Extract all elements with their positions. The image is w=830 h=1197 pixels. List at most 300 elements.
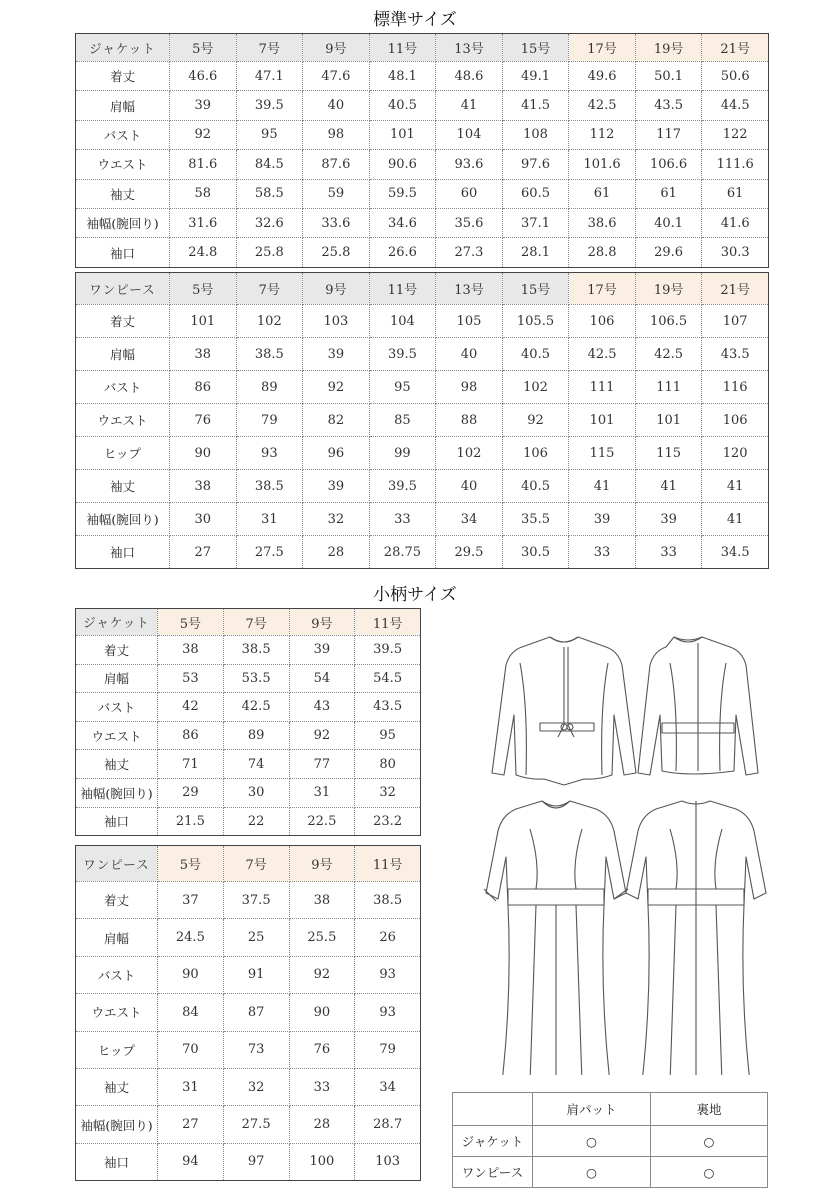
- options-row: [453, 1126, 768, 1157]
- measurement-value: 89: [223, 721, 289, 750]
- measurement-value: 38.5: [236, 470, 303, 503]
- measurement-value: 46.6: [170, 62, 237, 91]
- table-category-label: ワンピース: [76, 273, 170, 305]
- measurement-value: 31: [289, 778, 355, 807]
- measurement-label: 肩幅: [76, 664, 158, 693]
- measurement-value: 38: [170, 470, 237, 503]
- standard-size-title: 標準サイズ: [373, 10, 457, 30]
- measurement-value: 77: [289, 750, 355, 779]
- onepiece-front-drawing: [484, 801, 628, 1075]
- measurement-value: 61: [702, 179, 769, 208]
- options-mark-cell: ○: [651, 1157, 768, 1188]
- measurement-label: ヒップ: [76, 437, 170, 470]
- measurement-value: 38.5: [236, 338, 303, 371]
- measurement-label: 袖幅(腕回り): [76, 208, 170, 237]
- measurement-label: 肩幅: [76, 338, 170, 371]
- measurement-value: 106: [569, 305, 636, 338]
- measurement-value: 34: [436, 503, 503, 536]
- size-header-cell: 7号: [236, 273, 303, 305]
- measurement-value: 90.6: [369, 150, 436, 179]
- table-row: [76, 120, 769, 149]
- measurement-value: 111: [569, 371, 636, 404]
- measurement-value: 111.6: [702, 150, 769, 179]
- measurement-value: 38: [289, 882, 355, 919]
- onepiece-back-drawing: [626, 801, 766, 1075]
- measurement-value: 49.1: [502, 62, 569, 91]
- measurement-value: 84.5: [236, 150, 303, 179]
- size-header-cell: 9号: [289, 609, 355, 636]
- measurement-value: 33: [635, 536, 702, 569]
- measurement-value: 35.5: [502, 503, 569, 536]
- options-mark-cell: ○: [533, 1157, 651, 1188]
- measurement-value: 39.5: [355, 636, 421, 665]
- table-row: [76, 693, 421, 722]
- measurement-value: 89: [236, 371, 303, 404]
- measurement-value: 101: [369, 120, 436, 149]
- table-category-label: ワンピース: [76, 846, 158, 882]
- measurement-value: 41: [702, 470, 769, 503]
- measurement-value: 34.6: [369, 208, 436, 237]
- measurement-value: 96: [303, 437, 370, 470]
- measurement-value: 59: [303, 179, 370, 208]
- jacket-back-drawing: [638, 637, 758, 775]
- measurement-value: 50.1: [635, 62, 702, 91]
- measurement-value: 76: [289, 1031, 355, 1068]
- measurement-value: 115: [569, 437, 636, 470]
- measurement-value: 105.5: [502, 305, 569, 338]
- measurement-label: 袖丈: [76, 179, 170, 208]
- measurement-value: 86: [170, 371, 237, 404]
- measurement-value: 115: [635, 437, 702, 470]
- small-jacket-size-table: [75, 608, 421, 836]
- measurement-value: 86: [158, 721, 224, 750]
- measurement-value: 41: [569, 470, 636, 503]
- measurement-value: 92: [502, 404, 569, 437]
- measurement-value: 22: [223, 807, 289, 836]
- table-row: [76, 179, 769, 208]
- measurement-label: ウエスト: [76, 994, 158, 1031]
- measurement-label: ウエスト: [76, 150, 170, 179]
- table-row: [76, 305, 769, 338]
- measurement-value: 41: [436, 91, 503, 120]
- measurement-value: 38.5: [355, 882, 421, 919]
- measurement-value: 41: [635, 470, 702, 503]
- measurement-value: 31.6: [170, 208, 237, 237]
- measurement-value: 87: [223, 994, 289, 1031]
- measurement-label: 袖幅(腕回り): [76, 503, 170, 536]
- measurement-label: 肩幅: [76, 919, 158, 956]
- measurement-value: 39: [635, 503, 702, 536]
- size-header-row: [76, 273, 769, 305]
- measurement-value: 28.7: [355, 1106, 421, 1143]
- measurement-value: 107: [702, 305, 769, 338]
- measurement-value: 79: [236, 404, 303, 437]
- measurement-value: 104: [436, 120, 503, 149]
- measurement-value: 43.5: [355, 693, 421, 722]
- options-corner-cell: [453, 1093, 533, 1126]
- measurement-value: 28.75: [369, 536, 436, 569]
- measurement-value: 117: [635, 120, 702, 149]
- measurement-value: 54.5: [355, 664, 421, 693]
- measurement-value: 40.1: [635, 208, 702, 237]
- measurement-value: 116: [702, 371, 769, 404]
- measurement-value: 111: [635, 371, 702, 404]
- measurement-value: 39: [303, 470, 370, 503]
- measurement-value: 97.6: [502, 150, 569, 179]
- measurement-value: 25.8: [236, 238, 303, 267]
- measurement-value: 43.5: [635, 91, 702, 120]
- measurement-value: 106.5: [635, 305, 702, 338]
- measurement-label: バスト: [76, 371, 170, 404]
- measurement-value: 34: [355, 1068, 421, 1105]
- measurement-label: バスト: [76, 956, 158, 993]
- measurement-value: 92: [289, 956, 355, 993]
- measurement-label: 着丈: [76, 882, 158, 919]
- measurement-value: 27.3: [436, 238, 503, 267]
- size-header-cell: 19号: [635, 34, 702, 62]
- measurement-value: 27.5: [236, 536, 303, 569]
- table-row: [76, 150, 769, 179]
- measurement-value: 73: [223, 1031, 289, 1068]
- table-row: [76, 750, 421, 779]
- measurement-value: 48.1: [369, 62, 436, 91]
- measurement-value: 28.1: [502, 238, 569, 267]
- measurement-value: 53: [158, 664, 224, 693]
- measurement-value: 41.6: [702, 208, 769, 237]
- measurement-value: 32: [223, 1068, 289, 1105]
- measurement-label: 袖口: [76, 807, 158, 836]
- measurement-value: 61: [569, 179, 636, 208]
- measurement-value: 98: [303, 120, 370, 149]
- measurement-value: 85: [369, 404, 436, 437]
- measurement-label: 袖丈: [76, 750, 158, 779]
- size-header-cell: 5号: [158, 846, 224, 882]
- table-row: [76, 1068, 421, 1105]
- measurement-value: 27: [158, 1106, 224, 1143]
- measurement-value: 25: [223, 919, 289, 956]
- measurement-value: 103: [303, 305, 370, 338]
- measurement-value: 106: [702, 404, 769, 437]
- measurement-label: 着丈: [76, 62, 170, 91]
- measurement-value: 70: [158, 1031, 224, 1068]
- table-row: [76, 437, 769, 470]
- measurement-value: 22.5: [289, 807, 355, 836]
- measurement-value: 33: [369, 503, 436, 536]
- measurement-value: 31: [236, 503, 303, 536]
- table-row: [76, 404, 769, 437]
- measurement-value: 48.6: [436, 62, 503, 91]
- size-header-cell: 15号: [502, 34, 569, 62]
- size-header-row: [76, 609, 421, 636]
- size-header-cell: 17号: [569, 34, 636, 62]
- measurement-value: 25.8: [303, 238, 370, 267]
- table-row: [76, 721, 421, 750]
- measurement-value: 95: [369, 371, 436, 404]
- standard-onepiece-size-table: [75, 272, 769, 569]
- measurement-value: 34.5: [702, 536, 769, 569]
- measurement-value: 38: [170, 338, 237, 371]
- size-header-cell: 13号: [436, 34, 503, 62]
- table-category-label: ジャケット: [76, 609, 158, 636]
- measurement-value: 40: [436, 338, 503, 371]
- measurement-value: 33: [289, 1068, 355, 1105]
- table-row: [76, 62, 769, 91]
- table-row: [76, 882, 421, 919]
- measurement-label: 袖幅(腕回り): [76, 1106, 158, 1143]
- size-header-cell: 21号: [702, 273, 769, 305]
- measurement-value: 24.8: [170, 238, 237, 267]
- measurement-value: 105: [436, 305, 503, 338]
- table-row: [76, 470, 769, 503]
- small-onepiece-size-table: [75, 845, 421, 1181]
- size-header-cell: 11号: [355, 846, 421, 882]
- measurement-value: 92: [289, 721, 355, 750]
- measurement-value: 43: [289, 693, 355, 722]
- options-mark-cell: ○: [651, 1126, 768, 1157]
- size-header-cell: 5号: [170, 273, 237, 305]
- table-row: [76, 807, 421, 836]
- measurement-value: 106: [502, 437, 569, 470]
- measurement-value: 92: [170, 120, 237, 149]
- measurement-value: 43.5: [702, 338, 769, 371]
- measurement-value: 40.5: [502, 470, 569, 503]
- size-header-cell: 9号: [303, 273, 370, 305]
- small-size-title: 小柄サイズ: [373, 585, 457, 605]
- measurement-value: 61: [635, 179, 702, 208]
- measurement-value: 39: [289, 636, 355, 665]
- size-header-cell: 19号: [635, 273, 702, 305]
- measurement-value: 30: [170, 503, 237, 536]
- table-row: [76, 994, 421, 1031]
- measurement-value: 32.6: [236, 208, 303, 237]
- measurement-value: 33: [569, 536, 636, 569]
- measurement-value: 32: [355, 778, 421, 807]
- measurement-value: 27.5: [223, 1106, 289, 1143]
- measurement-value: 38.5: [223, 636, 289, 665]
- measurement-value: 39: [170, 91, 237, 120]
- table-row: [76, 664, 421, 693]
- measurement-value: 102: [436, 437, 503, 470]
- measurement-value: 32: [303, 503, 370, 536]
- measurement-value: 93: [355, 956, 421, 993]
- table-row: [76, 1106, 421, 1143]
- measurement-value: 93: [355, 994, 421, 1031]
- measurement-value: 39.5: [369, 338, 436, 371]
- table-category-label: ジャケット: [76, 34, 170, 62]
- size-header-cell: 9号: [289, 846, 355, 882]
- measurement-value: 120: [702, 437, 769, 470]
- table-row: [76, 919, 421, 956]
- measurement-value: 58: [170, 179, 237, 208]
- measurement-value: 42.5: [569, 91, 636, 120]
- measurement-value: 39: [303, 338, 370, 371]
- size-header-cell: 9号: [303, 34, 370, 62]
- measurement-value: 98: [436, 371, 503, 404]
- measurement-value: 28.8: [569, 238, 636, 267]
- size-header-row: [76, 846, 421, 882]
- measurement-value: 95: [355, 721, 421, 750]
- measurement-value: 122: [702, 120, 769, 149]
- measurement-label: 袖丈: [76, 470, 170, 503]
- measurement-value: 59.5: [369, 179, 436, 208]
- options-header-cell: 裏地: [651, 1093, 768, 1126]
- measurement-value: 41: [702, 503, 769, 536]
- size-header-cell: 7号: [223, 846, 289, 882]
- measurement-value: 93.6: [436, 150, 503, 179]
- measurement-label: 袖口: [76, 536, 170, 569]
- measurement-label: 袖幅(腕回り): [76, 778, 158, 807]
- measurement-value: 47.1: [236, 62, 303, 91]
- measurement-value: 82: [303, 404, 370, 437]
- measurement-value: 39.5: [236, 91, 303, 120]
- measurement-label: ウエスト: [76, 721, 158, 750]
- options-mark-cell: ○: [533, 1126, 651, 1157]
- measurement-value: 54: [289, 664, 355, 693]
- table-row: [76, 778, 421, 807]
- measurement-label: 肩幅: [76, 91, 170, 120]
- table-row: [76, 91, 769, 120]
- measurement-value: 37: [158, 882, 224, 919]
- measurement-value: 93: [236, 437, 303, 470]
- measurement-value: 58.5: [236, 179, 303, 208]
- measurement-value: 49.6: [569, 62, 636, 91]
- measurement-label: 袖丈: [76, 1068, 158, 1105]
- options-table: [452, 1092, 768, 1188]
- measurement-value: 25.5: [289, 919, 355, 956]
- options-item-label: ワンピース: [453, 1157, 533, 1188]
- measurement-value: 39: [569, 503, 636, 536]
- size-header-cell: 7号: [223, 609, 289, 636]
- measurement-value: 50.6: [702, 62, 769, 91]
- measurement-value: 38: [158, 636, 224, 665]
- measurement-value: 108: [502, 120, 569, 149]
- measurement-label: 着丈: [76, 305, 170, 338]
- size-header-cell: 5号: [158, 609, 224, 636]
- table-row: [76, 503, 769, 536]
- measurement-value: 102: [502, 371, 569, 404]
- measurement-value: 29: [158, 778, 224, 807]
- size-header-cell: 17号: [569, 273, 636, 305]
- measurement-value: 40: [303, 91, 370, 120]
- size-header-cell: 11号: [369, 34, 436, 62]
- measurement-label: 着丈: [76, 636, 158, 665]
- measurement-value: 21.5: [158, 807, 224, 836]
- measurement-value: 27: [170, 536, 237, 569]
- measurement-value: 44.5: [702, 91, 769, 120]
- measurement-value: 81.6: [170, 150, 237, 179]
- size-header-cell: 11号: [369, 273, 436, 305]
- table-row: [76, 371, 769, 404]
- measurement-value: 35.6: [436, 208, 503, 237]
- measurement-value: 28: [289, 1106, 355, 1143]
- size-header-cell: 5号: [170, 34, 237, 62]
- measurement-value: 90: [170, 437, 237, 470]
- size-header-cell: 21号: [702, 34, 769, 62]
- measurement-value: 99: [369, 437, 436, 470]
- measurement-value: 31: [158, 1068, 224, 1105]
- measurement-value: 53.5: [223, 664, 289, 693]
- measurement-value: 33.6: [303, 208, 370, 237]
- table-row: [76, 238, 769, 267]
- measurement-value: 41.5: [502, 91, 569, 120]
- measurement-value: 42.5: [635, 338, 702, 371]
- measurement-value: 26: [355, 919, 421, 956]
- measurement-value: 92: [303, 371, 370, 404]
- measurement-value: 30: [223, 778, 289, 807]
- measurement-value: 40: [436, 470, 503, 503]
- options-header-row: [453, 1093, 768, 1126]
- measurement-value: 37.1: [502, 208, 569, 237]
- measurement-value: 30.3: [702, 238, 769, 267]
- measurement-value: 47.6: [303, 62, 370, 91]
- measurement-value: 106.6: [635, 150, 702, 179]
- measurement-value: 24.5: [158, 919, 224, 956]
- measurement-value: 87.6: [303, 150, 370, 179]
- measurement-value: 37.5: [223, 882, 289, 919]
- size-header-cell: 15号: [502, 273, 569, 305]
- table-row: [76, 956, 421, 993]
- measurement-value: 101: [170, 305, 237, 338]
- measurement-value: 40.5: [369, 91, 436, 120]
- measurement-value: 101: [569, 404, 636, 437]
- table-row: [76, 338, 769, 371]
- measurement-value: 90: [289, 994, 355, 1031]
- measurement-value: 38.6: [569, 208, 636, 237]
- measurement-value: 23.2: [355, 807, 421, 836]
- measurement-value: 104: [369, 305, 436, 338]
- measurement-value: 60.5: [502, 179, 569, 208]
- measurement-value: 39.5: [369, 470, 436, 503]
- options-item-label: ジャケット: [453, 1126, 533, 1157]
- measurement-value: 100: [289, 1143, 355, 1180]
- measurement-value: 95: [236, 120, 303, 149]
- measurement-value: 101.6: [569, 150, 636, 179]
- garment-technical-drawing: [480, 625, 770, 1075]
- measurement-value: 26.6: [369, 238, 436, 267]
- measurement-label: 袖口: [76, 238, 170, 267]
- measurement-value: 29.5: [436, 536, 503, 569]
- jacket-front-drawing: [492, 637, 636, 785]
- measurement-label: ヒップ: [76, 1031, 158, 1068]
- measurement-value: 71: [158, 750, 224, 779]
- measurement-value: 40.5: [502, 338, 569, 371]
- table-row: [76, 636, 421, 665]
- measurement-value: 94: [158, 1143, 224, 1180]
- measurement-value: 91: [223, 956, 289, 993]
- size-header-cell: 13号: [436, 273, 503, 305]
- measurement-value: 101: [635, 404, 702, 437]
- measurement-label: バスト: [76, 120, 170, 149]
- table-row: [76, 208, 769, 237]
- table-row: [76, 536, 769, 569]
- measurement-value: 29.6: [635, 238, 702, 267]
- measurement-label: バスト: [76, 693, 158, 722]
- options-header-cell: 肩パット: [533, 1093, 651, 1126]
- measurement-value: 42.5: [223, 693, 289, 722]
- measurement-value: 60: [436, 179, 503, 208]
- measurement-value: 80: [355, 750, 421, 779]
- measurement-value: 79: [355, 1031, 421, 1068]
- measurement-value: 74: [223, 750, 289, 779]
- table-row: [76, 1031, 421, 1068]
- measurement-label: ウエスト: [76, 404, 170, 437]
- measurement-value: 103: [355, 1143, 421, 1180]
- measurement-value: 76: [170, 404, 237, 437]
- measurement-value: 88: [436, 404, 503, 437]
- measurement-value: 28: [303, 536, 370, 569]
- size-header-cell: 7号: [236, 34, 303, 62]
- table-row: [76, 1143, 421, 1180]
